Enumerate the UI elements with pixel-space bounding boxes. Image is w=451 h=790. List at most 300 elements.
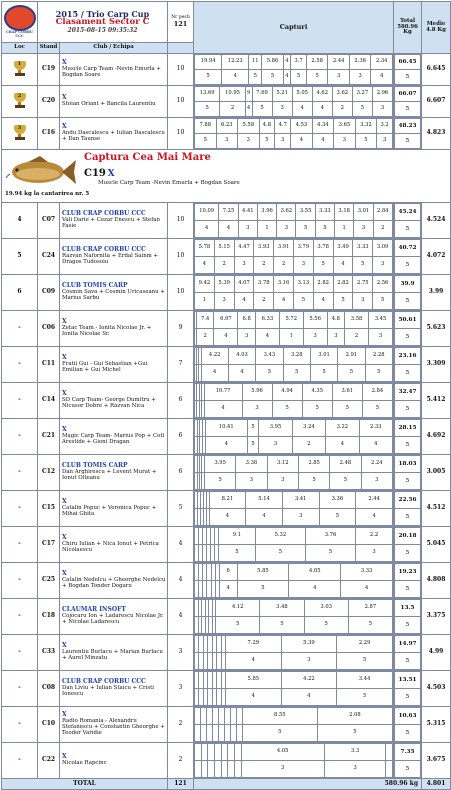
table-row xyxy=(2,118,451,150)
team-members: Radio Romania - Alexandru Stefanescu + Constantin Gheorghe + Teodor Varidie xyxy=(62,717,165,736)
weigh-in-number: 3 xyxy=(214,293,234,310)
total-weight-value: 66.07 xyxy=(395,87,421,102)
catch-weight: 4.41 xyxy=(238,204,257,221)
captures-grid xyxy=(194,527,393,562)
weigh-in-number xyxy=(195,761,202,778)
total-weight-value: 14.97 xyxy=(395,636,421,653)
weigh-in-number: 5 xyxy=(348,617,392,634)
average-cell: 6.607 xyxy=(422,86,451,118)
weigh-in-number: 4 xyxy=(201,365,228,382)
catch-weight: 9 xyxy=(245,87,252,102)
catch-weight: 2.44 xyxy=(356,492,393,509)
catch-weight: 10.77 xyxy=(204,384,242,401)
weigh-in-number: 5 xyxy=(330,473,361,490)
weigh-in-number: 3 xyxy=(236,473,267,490)
catch-weight: 2.44 xyxy=(328,55,349,70)
weigh-in-number: 3 xyxy=(216,134,238,149)
club-cell xyxy=(60,419,168,455)
catch-weight: 3.65 xyxy=(334,119,356,134)
captures-cell xyxy=(194,563,394,599)
report-datetime: 2015-08-15 09:35:32 xyxy=(67,26,138,34)
club-cell xyxy=(60,347,168,383)
weigh-in-number xyxy=(228,761,235,778)
table-row xyxy=(2,455,451,491)
fish-count-cell: 6 xyxy=(168,419,194,455)
team-members: Stoian Oriant + Bancila Laurentiu xyxy=(62,100,156,107)
weigh-in-number: 4 xyxy=(291,134,313,149)
catch-weight: 3.22 xyxy=(326,420,359,437)
total-weigh-in: 5 xyxy=(395,102,421,117)
catch-weight: 7.69 xyxy=(252,87,272,102)
club-name: CLUB TOMIS CARP xyxy=(62,462,128,470)
total-cell xyxy=(394,491,422,527)
weigh-in-number: 3 xyxy=(377,134,393,149)
weigh-in-number xyxy=(201,761,208,778)
weigh-in-number: 4 xyxy=(222,70,249,85)
captures-cell xyxy=(194,54,394,86)
total-weigh-in: 5 xyxy=(395,473,421,490)
total-weight-value: 20.18 xyxy=(395,528,421,545)
catch-weight: 3.95 xyxy=(259,420,292,437)
captures-grid xyxy=(194,599,393,634)
average-header: Medie 4.8 Kg xyxy=(422,2,451,54)
weigh-in-number: 4 xyxy=(356,509,393,526)
podium-section xyxy=(2,54,451,150)
total-cell xyxy=(394,455,422,491)
average-cell: 4.99 xyxy=(422,635,451,671)
weigh-in-number: 3 xyxy=(373,257,393,274)
stand-cell: C22 xyxy=(38,743,60,779)
weigh-in-number: 5 xyxy=(195,70,222,85)
logo-cell xyxy=(2,2,38,43)
total-weigh-in: 5 xyxy=(395,70,421,85)
catch-weight: 3.18 xyxy=(335,204,354,221)
fish-count-cell: 4 xyxy=(168,527,194,563)
biggest-catch-title: Captura Cea Mai Mare xyxy=(84,152,211,163)
total-weigh-in: 5 xyxy=(395,761,421,778)
catch-weight: 3.09 xyxy=(373,240,393,257)
weigh-in-number xyxy=(386,761,393,778)
total-label: TOTAL xyxy=(2,779,168,790)
average-cell: 4.072 xyxy=(422,239,451,275)
average-cell: 5.412 xyxy=(422,383,451,419)
catch-weight: 4.03 xyxy=(228,348,255,365)
captures-grid xyxy=(194,239,393,274)
catch-weight xyxy=(214,744,221,761)
fish-count-cell: 3 xyxy=(168,635,194,671)
captures-cell xyxy=(194,86,394,118)
catch-weight: 4.47 xyxy=(234,240,254,257)
catch-weight xyxy=(221,744,228,761)
catch-weight: 5.86 xyxy=(262,55,283,70)
catch-weight: 4.34 xyxy=(312,119,334,134)
weigh-in-number: 2 xyxy=(196,329,214,346)
club-name: X xyxy=(62,426,67,434)
catch-weight: 3.49 xyxy=(333,240,353,257)
weigh-in-number: 3 xyxy=(356,545,393,562)
catch-weight: 3.13 xyxy=(294,276,314,293)
weigh-in-number: 3 xyxy=(238,329,256,346)
club-cell xyxy=(60,118,168,150)
club-cell xyxy=(60,455,168,491)
average-cell: 3.005 xyxy=(422,455,451,491)
captures-header: Capturi xyxy=(194,2,394,54)
catch-weight: 11 xyxy=(249,55,262,70)
catch-weight: 5.05 xyxy=(292,87,312,102)
captures-cell xyxy=(194,527,394,563)
weigh-in-number: 5 xyxy=(298,473,329,490)
team-members: SD Carp Team- George Dumitru + Nicusor Dobre + Razvan Nica xyxy=(62,396,156,409)
captures-grid xyxy=(194,275,393,310)
weigh-in-number: 5 xyxy=(337,653,393,670)
rank-cell: - xyxy=(2,347,38,383)
weigh-in-number: 2 xyxy=(332,102,352,117)
weigh-in-number: 5 xyxy=(352,102,372,117)
total-cell xyxy=(394,743,422,779)
club-name: CLUB CRAP CORBU CCC xyxy=(62,678,146,686)
fish-count-cell: 4 xyxy=(168,599,194,635)
catch-weight: 4.7 xyxy=(275,119,291,134)
weigh-in-number: 4 xyxy=(333,257,353,274)
rank-cell: - xyxy=(2,527,38,563)
catch-weight: 2.36 xyxy=(349,55,370,70)
fish-count-cell: 10 xyxy=(168,203,194,239)
catch-weight: 10.09 xyxy=(195,204,219,221)
catch-weight: 2.82 xyxy=(333,276,353,293)
catch-weight: 12.23 xyxy=(222,55,249,70)
weigh-in-number: 4 xyxy=(292,102,312,117)
total-cell xyxy=(394,563,422,599)
club-name: X xyxy=(62,642,67,650)
total-weigh-in: 5 xyxy=(395,545,421,562)
weigh-in-number: 5 xyxy=(306,70,327,85)
fish-count-cell: 6 xyxy=(168,383,194,419)
catch-weight: 13.69 xyxy=(195,87,220,102)
weigh-in-number: 4 xyxy=(274,293,294,310)
catch-weight: 6.23 xyxy=(216,119,238,134)
total-cell xyxy=(394,707,422,743)
stand-cell: C33 xyxy=(38,635,60,671)
total-cell xyxy=(394,118,422,150)
team-members: Catalin Popuc + Veronica Popuc + Mihai Ghita xyxy=(62,504,157,517)
catch-weight: 3.33 xyxy=(353,240,373,257)
total-weight-value: 45.24 xyxy=(395,204,421,221)
team-members: Razvan Nafornita + Erdal Sainm + Dragos Tudosoiu xyxy=(62,252,159,265)
weigh-in-number: 4 xyxy=(205,437,247,454)
catch-weight: 4.22 xyxy=(281,672,337,689)
catch-weight: 7.29 xyxy=(225,636,281,653)
weigh-in-number: 3 xyxy=(259,437,292,454)
catch-weight: 2.56 xyxy=(373,276,393,293)
catch-weight: 3.95 xyxy=(204,456,235,473)
weigh-in-number: 4 xyxy=(313,293,333,310)
table-row xyxy=(2,635,451,671)
biggest-catch-stand: C19 xyxy=(84,168,106,179)
weigh-in-number: 4 xyxy=(312,134,334,149)
catch-weight: 5.56 xyxy=(303,312,327,329)
average-cell: 6.645 xyxy=(422,54,451,86)
catch-weight: 2.85 xyxy=(298,456,329,473)
weigh-in-number: 3 xyxy=(353,293,373,310)
weigh-in-number: 5 xyxy=(332,401,362,418)
catch-weight: 7.4 xyxy=(196,312,214,329)
fish-count-cell: 2 xyxy=(168,743,194,779)
catch-weight: 3.24 xyxy=(292,420,325,437)
weigh-in-number: 4 xyxy=(281,689,337,706)
weigh-in-number: 5 xyxy=(249,70,262,85)
weigh-in-number: 5 xyxy=(260,617,304,634)
weigh-in-number: 5 xyxy=(247,437,258,454)
weigh-in-number: 4 xyxy=(225,653,281,670)
club-name: X xyxy=(62,94,67,102)
weigh-in-number: 4 xyxy=(371,70,393,85)
catch-weight xyxy=(386,744,393,761)
club-name: X xyxy=(62,570,67,578)
catch-weight xyxy=(195,744,202,761)
catch-weight: 2.91 xyxy=(338,348,365,365)
catch-weight: 6.8 xyxy=(238,312,256,329)
catch-weight: 4.12 xyxy=(216,600,260,617)
weigh-in-number: 3 xyxy=(328,70,349,85)
average-cell: 4.503 xyxy=(422,671,451,707)
table-row xyxy=(2,275,451,311)
weigh-in-number: 3 xyxy=(324,761,385,778)
weigh-in-number: 5 xyxy=(216,617,260,634)
club-cell xyxy=(60,203,168,239)
captures-grid xyxy=(194,491,393,526)
table-row xyxy=(2,86,451,118)
catch-weight: 5.14 xyxy=(246,492,283,509)
club-cell xyxy=(60,671,168,707)
table-row xyxy=(2,54,451,86)
table-row xyxy=(2,527,451,563)
weigh-in-number: 5 xyxy=(353,257,373,274)
biggest-catch-row xyxy=(2,150,451,203)
total-weight-value: 13.51 xyxy=(395,672,421,689)
weigh-in-number xyxy=(214,761,221,778)
carp-fish-icon xyxy=(4,154,78,190)
catch-weight: 3.55 xyxy=(296,204,315,221)
weigh-in-number: 5 xyxy=(242,725,317,742)
average-cell: 5.315 xyxy=(422,707,451,743)
total-header: Total 580.96 Kg xyxy=(394,2,422,54)
captures-grid xyxy=(194,635,393,670)
col-stand: Stand xyxy=(38,43,60,54)
catch-weight xyxy=(201,744,208,761)
weigh-in-number: 5 xyxy=(337,689,393,706)
total-weight-value: 50.61 xyxy=(395,312,421,329)
total-weigh-in: 5 xyxy=(395,437,421,454)
total-cell xyxy=(394,86,422,118)
catch-weight: 2.75 xyxy=(353,276,373,293)
table-row xyxy=(2,743,451,779)
catch-weight: 9.42 xyxy=(195,276,215,293)
captures-grid xyxy=(194,54,393,85)
rank-cell: - xyxy=(2,671,38,707)
captures-cell xyxy=(194,455,394,491)
captures-cell xyxy=(194,671,394,707)
weigh-in-number: 4 xyxy=(312,102,332,117)
weigh-in-number: 2 xyxy=(254,257,274,274)
weigh-in-number: 1 xyxy=(279,329,303,346)
catch-weight: 3.28 xyxy=(283,348,310,365)
weigh-in-number: 4 xyxy=(255,329,279,346)
title-block xyxy=(38,2,168,43)
rank-cell: - xyxy=(2,455,38,491)
catch-weight: 2.58 xyxy=(306,55,327,70)
weigh-in-number: 4 xyxy=(359,437,392,454)
table-row xyxy=(2,347,451,383)
total-weight-value: 19.23 xyxy=(395,564,421,581)
weigh-in-number: 3 xyxy=(281,653,337,670)
catch-weight: 4.05 xyxy=(289,564,341,581)
catch-weight: 4.22 xyxy=(201,348,228,365)
catch-weight: 3.2 xyxy=(377,119,393,134)
catch-weight: 2.96 xyxy=(372,87,392,102)
team-members: Cojocaru Ion + Ladarescu Nicolae Jr. + Nicolae Ladarescu xyxy=(62,612,164,625)
catch-weight: 3.27 xyxy=(352,87,372,102)
catch-weight: 3.96 xyxy=(257,204,276,221)
captures-cell xyxy=(194,707,394,743)
table-row xyxy=(2,239,451,275)
table-row xyxy=(2,383,451,419)
club-cell xyxy=(60,239,168,275)
club-cell xyxy=(60,54,168,86)
table-row xyxy=(2,599,451,635)
weigh-in-number: 2 xyxy=(254,293,274,310)
catch-weight: 5 xyxy=(247,420,258,437)
weigh-in-number: 5 xyxy=(305,545,355,562)
catch-weight: 9.1 xyxy=(218,528,255,545)
weigh-in-number: 3 xyxy=(242,401,272,418)
weigh-in-number: 3 xyxy=(272,102,292,117)
total-average: 4.801 xyxy=(422,779,451,790)
total-weight-value: 18.03 xyxy=(395,456,421,473)
catch-weight: 5.58 xyxy=(238,119,260,134)
total-weigh-in: 5 xyxy=(395,221,421,238)
weigh-in-number: 1 xyxy=(257,221,276,238)
catch-weight: 3.43 xyxy=(256,348,283,365)
catch-weight: 3.36 xyxy=(319,492,356,509)
catch-weight: 6.33 xyxy=(255,312,279,329)
rank-cell: - xyxy=(2,563,38,599)
table-row xyxy=(2,491,451,527)
fish-count-cell: 9 xyxy=(168,311,194,347)
club-cell xyxy=(60,86,168,118)
weigh-in-number: 3 xyxy=(303,329,327,346)
biggest-catch-members: Muscle Carp Team -Nevin Emurla + Bogdan Soare xyxy=(98,180,240,186)
total-weigh-in: 5 xyxy=(395,293,421,310)
weigh-in-number: 4 xyxy=(234,293,254,310)
trophy-icon: 2 xyxy=(13,93,27,110)
team-members: Fratii Gui - Gui Sebastian +Gui Emilian + Gui Michel xyxy=(62,360,148,373)
catch-weight: 8.21 xyxy=(209,492,246,509)
table-row xyxy=(2,311,451,347)
weigh-in-number: 5 xyxy=(272,401,302,418)
total-weight-value: 28.15 xyxy=(395,420,421,437)
total-weight-value: 23.16 xyxy=(395,348,421,365)
rank-cell: 6 xyxy=(2,275,38,311)
biggest-catch-caption: 19.94 kg la cantarirea nr. 5 xyxy=(5,191,90,197)
stand-cell: C09 xyxy=(38,275,60,311)
total-cell xyxy=(394,54,422,86)
club-name: X xyxy=(62,534,67,542)
catch-weight: 5.78 xyxy=(195,240,215,257)
total-cell xyxy=(394,203,422,239)
total-cell xyxy=(394,347,422,383)
weigh-in-number: 5 xyxy=(304,617,348,634)
stand-cell: C15 xyxy=(38,491,60,527)
weigh-in-number: 4 xyxy=(204,401,242,418)
team-members: Chiru Iulian + Nica Ionut + Petrica Nicolaescu xyxy=(62,540,159,553)
stand-cell: C08 xyxy=(38,671,60,707)
total-weigh-in: 5 xyxy=(395,509,421,526)
catch-weight: 3.01 xyxy=(354,204,373,221)
catch-weight: 4.8 xyxy=(259,119,275,134)
weigh-in-number: 5 xyxy=(333,293,353,310)
fish-count-cell: 5 xyxy=(168,491,194,527)
catch-weight: 2.2 xyxy=(356,528,393,545)
catch-weight: 2.33 xyxy=(359,420,392,437)
catch-weight: 6.97 xyxy=(214,312,238,329)
weigh-in-number: 3 xyxy=(354,221,373,238)
captures-grid xyxy=(194,118,393,149)
weigh-in-number: 5 xyxy=(355,134,377,149)
weigh-in-number: 5 xyxy=(317,725,392,742)
catch-weight xyxy=(208,744,215,761)
weigh-in-number: 5 xyxy=(302,401,332,418)
catch-weight: 4.62 xyxy=(312,87,332,102)
catch-weight: 5.21 xyxy=(272,87,292,102)
weigh-in-number: 3 xyxy=(238,134,260,149)
catch-weight: 2.28 xyxy=(365,348,392,365)
club-name: X xyxy=(62,123,67,131)
fish-count-cell: 10 xyxy=(168,86,194,118)
weigh-in-number: 4 xyxy=(283,70,290,85)
weigh-in-number: 5 xyxy=(338,365,365,382)
team-members: Laurentiu Burlacu + Marian Burlacu + Aurel Minzatu xyxy=(62,648,163,661)
weigh-in-number: 5 xyxy=(237,581,289,598)
weigh-in-number: 5 xyxy=(256,365,283,382)
captures-cell xyxy=(194,743,394,779)
weigh-in-number: 3 xyxy=(277,221,296,238)
total-cell xyxy=(394,383,422,419)
weigh-in-number: 3 xyxy=(241,761,324,778)
average-cell: 3.375 xyxy=(422,599,451,635)
captures-grid xyxy=(194,203,393,238)
rank-cell xyxy=(2,118,38,150)
catch-weight: 2.24 xyxy=(361,456,392,473)
club-name: CLAUMAR INSOFT xyxy=(62,606,126,614)
club-name: CLUB CRAP CORBU CCC xyxy=(62,210,146,218)
weigh-in-number: 3 xyxy=(275,134,291,149)
captures-grid xyxy=(194,563,393,598)
captures-grid xyxy=(194,86,393,117)
captures-grid xyxy=(194,671,393,706)
weigh-in-number: 4 xyxy=(195,221,219,238)
weigh-in-number: 3 xyxy=(334,134,356,149)
club-name: X xyxy=(62,59,67,67)
catch-weight: 4.94 xyxy=(272,384,302,401)
stand-cell: C16 xyxy=(38,118,60,150)
catch-weight: 3.03 xyxy=(304,600,348,617)
rank-cell xyxy=(2,54,38,86)
stand-cell: C25 xyxy=(38,563,60,599)
total-weight-value: 32.47 xyxy=(395,384,421,401)
weigh-in-number: 4 xyxy=(195,257,215,274)
average-cell: 3.675 xyxy=(422,743,451,779)
team-members: Zetac Team - Ionita Nicolae Jr. + Ionita Nicolae Sr. xyxy=(62,324,152,337)
